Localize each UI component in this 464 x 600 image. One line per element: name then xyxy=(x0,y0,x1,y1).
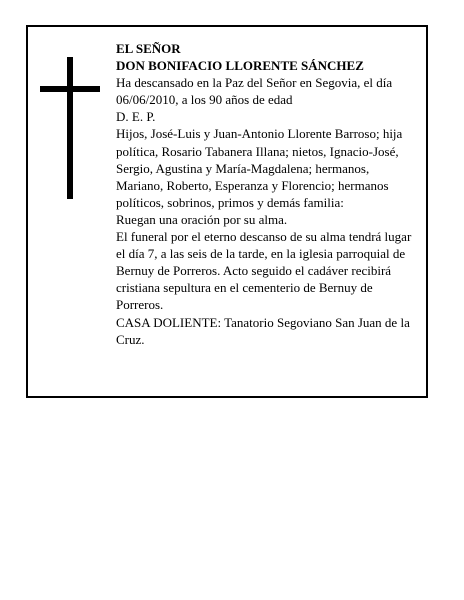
notice-text-block xyxy=(116,40,419,348)
funeral-details: El funeral por el eterno descanso de su alma tendrá lugar el día 7, a las seis de la tarde, en la iglesia parroquial de Bernuy de Porreros. Acto seguido el cadáver recibirá cristiana sepultura en el cementerio de Bernuy de Porreros. xyxy=(116,229,412,313)
notice-heading-title: EL SEÑOR xyxy=(116,41,181,56)
cross-icon xyxy=(40,57,100,199)
obituary-notice xyxy=(26,25,428,398)
prayer-request: Ruegan una oración por su alma. xyxy=(116,211,288,227)
mourning-house: CASA DOLIENTE: Tanatorio Segoviano San Juan de la Cruz. xyxy=(116,314,410,347)
death-statement: Ha descansado en la Paz del Señor en Segovia, el día 06/06/2010, a los 90 años de edad xyxy=(116,75,393,108)
deceased-name: DON BONIFACIO LLORENTE SÁNCHEZ xyxy=(116,58,364,74)
cross-vertical-bar xyxy=(67,57,73,199)
rest-in-peace: D. E. P. xyxy=(116,109,156,125)
family-list: Hijos, José-Luis y Juan-Antonio Llorente Barroso; hija política, Rosario Tabanera Illana; nietos, Ignacio-José, Sergio, Agustina y María-Magdalena; hermanos, Mariano, Roberto, Esperanza y Florencio; hermanos políticos, sobrinos, primos y demás familia: xyxy=(116,126,403,210)
cross-horizontal-bar xyxy=(40,86,100,92)
